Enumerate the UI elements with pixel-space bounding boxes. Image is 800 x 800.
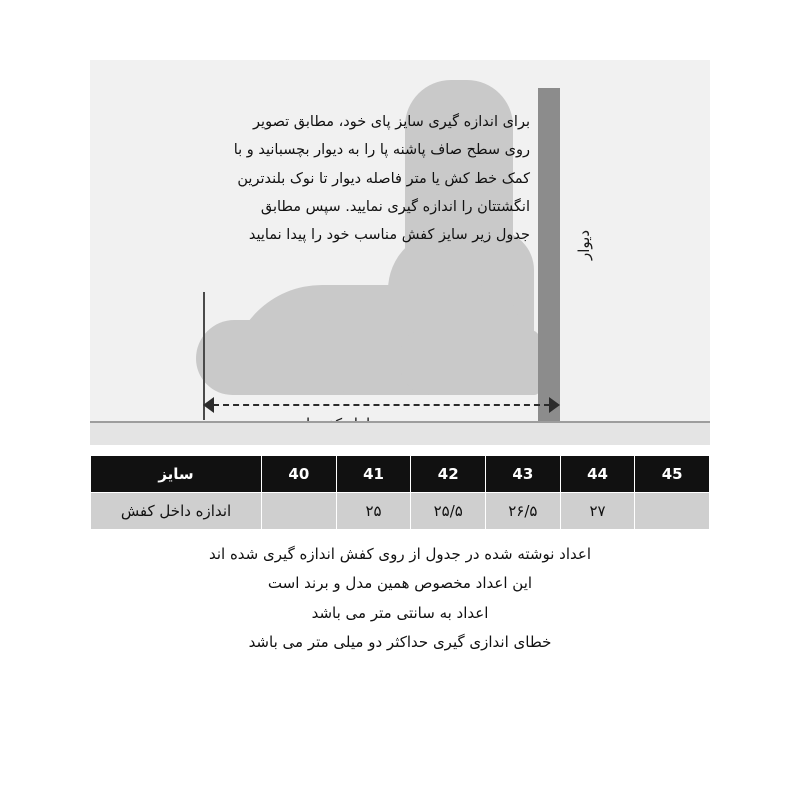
table-row-inner-length — [91, 493, 710, 530]
toes-shape — [196, 320, 346, 395]
row-label-inner: اندازه داخل کفش — [91, 493, 262, 530]
inner-cell-40 — [262, 493, 337, 530]
size-cell-44: 44 — [560, 456, 635, 493]
note-line-3: اعداد به سانتی متر می باشد — [311, 603, 489, 622]
floor-line — [90, 421, 710, 445]
wall-label: دیوار — [575, 230, 593, 261]
table-row-sizes — [91, 456, 710, 493]
inner-cell-41: ۲۵ — [336, 493, 411, 530]
size-cell-41: 41 — [336, 456, 411, 493]
size-cell-42: 42 — [411, 456, 486, 493]
arrow-right-icon — [549, 397, 560, 413]
wall-bar — [538, 88, 560, 423]
inner-cell-43: ۲۶/۵ — [486, 493, 561, 530]
row-label-size: سایز — [91, 456, 262, 493]
note-line-2: این اعداد مخصوص همین مدل و برند است — [267, 574, 533, 593]
note-line-1: اعداد نوشته شده در جدول از روی کفش اندازه گیری شده اند — [208, 545, 592, 563]
size-table — [90, 455, 710, 530]
note-line-4: خطای اندازی گیری حداکثر دو میلی متر می باشد — [248, 632, 552, 651]
heel-shape — [400, 330, 540, 395]
inner-cell-42: ۲۵/۵ — [411, 493, 486, 530]
foot-length-measure-arrow — [203, 397, 560, 413]
size-cell-45: 45 — [635, 456, 710, 493]
size-cell-43: 43 — [486, 456, 561, 493]
notes-block — [0, 540, 800, 657]
inner-cell-44: ۲۷ — [560, 493, 635, 530]
size-cell-40: 40 — [262, 456, 337, 493]
dashed-measure-line — [213, 404, 550, 406]
inner-cell-45 — [635, 493, 710, 530]
instructions-text: برای اندازه گیری سایز پای خود، مطابق تصویر روی سطح صاف پاشنه پا را به دیوار بچسبانید و با کمک خط کش یا متر فاصله دیوار تا نوک بلندترین انگشتتان را اندازه گیری نمایید. سپس مطابق جدول زیر سایز کفش مناسب خود را پیدا نمایید — [233, 114, 530, 244]
